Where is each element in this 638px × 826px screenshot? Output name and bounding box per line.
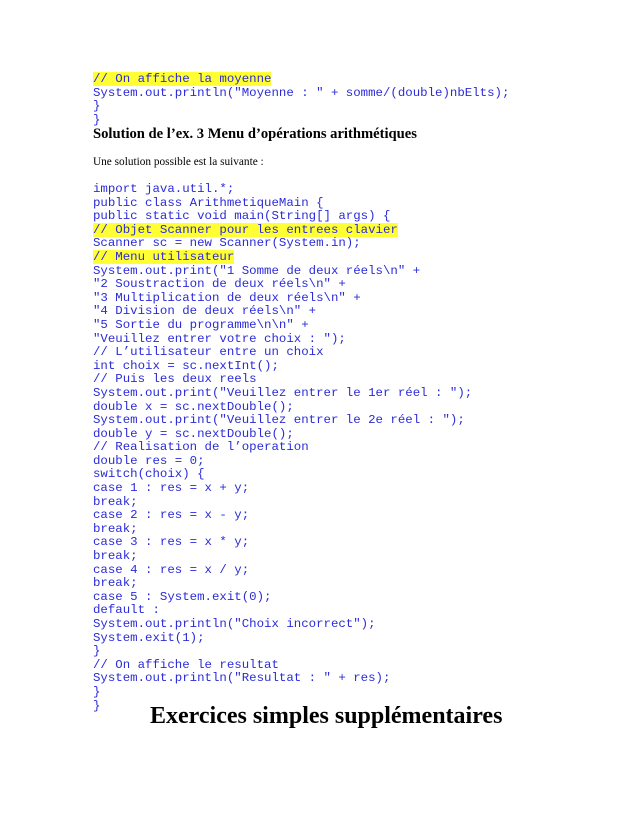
code-line-text: // Menu utilisateur xyxy=(93,249,235,264)
code-line-text: break; xyxy=(93,494,138,509)
code-line-text: "5 Sortie du programme\n\n" + xyxy=(93,317,309,332)
code-line-text: double x = sc.nextDouble(); xyxy=(93,399,294,414)
code-line-text: "3 Multiplication de deux réels\n" + xyxy=(93,290,361,305)
code-line xyxy=(93,373,472,387)
code-line-text: System.out.print("Veuillez entrer le 2e réel : "); xyxy=(93,413,465,428)
code-line-text: // Objet Scanner pour les entrees clavier xyxy=(93,222,398,237)
code-line-text: System.out.print("Veuillez entrer le 1er réel : "); xyxy=(93,385,473,400)
code-line xyxy=(93,210,472,224)
code-line-text: public class ArithmetiqueMain { xyxy=(93,195,324,210)
code-line xyxy=(93,536,472,550)
code-line xyxy=(93,414,472,428)
code-line-text: } xyxy=(93,644,101,659)
code-line-text: default : xyxy=(93,603,160,618)
code-line-text: } xyxy=(93,698,101,713)
code-line-text: int choix = sc.nextInt(); xyxy=(93,358,279,373)
code-line-text: case 3 : res = x * y; xyxy=(93,535,250,550)
code-line xyxy=(93,455,472,469)
code-line-text: // L’utilisateur entre un choix xyxy=(93,345,324,360)
code-line-text: "2 Soustraction de deux réels\n" + xyxy=(93,277,346,292)
code-line xyxy=(93,224,472,238)
code-line xyxy=(93,550,472,564)
code-line xyxy=(93,278,472,292)
code-line xyxy=(93,618,472,632)
code-line xyxy=(93,305,472,319)
code-line xyxy=(93,509,472,523)
code-line xyxy=(93,292,472,306)
code-line xyxy=(93,672,472,686)
code-line-text: } xyxy=(93,684,101,699)
code-line-text: System.out.println("Moyenne : " + somme/(double)nbElts); xyxy=(93,85,510,100)
code-line-text: System.out.println("Resultat : " + res); xyxy=(93,671,391,686)
code-line xyxy=(93,591,472,605)
code-line xyxy=(93,564,472,578)
code-line xyxy=(93,577,472,591)
code-line xyxy=(93,428,472,442)
code-line-text: // On affiche le resultat xyxy=(93,657,279,672)
code-line xyxy=(93,482,472,496)
footer-heading: Exercices simples supplémentaires xyxy=(150,703,503,729)
code-line-text: // On affiche la moyenne xyxy=(93,72,272,86)
code-line xyxy=(93,686,472,700)
code-line xyxy=(93,237,472,251)
code-line xyxy=(93,523,472,537)
code-line-text: double res = 0; xyxy=(93,453,205,468)
code-line xyxy=(93,333,472,347)
code-line-text: break; xyxy=(93,521,138,536)
code-line-text: } xyxy=(93,99,101,114)
code-line-text: System.out.println("Choix incorrect"); xyxy=(93,617,376,631)
code-line xyxy=(93,645,472,659)
code-line xyxy=(93,387,472,401)
code-line xyxy=(93,265,472,279)
code-line-text: // Puis les deux reels xyxy=(93,372,257,387)
code-line xyxy=(93,360,472,374)
code-line xyxy=(93,251,472,265)
code-line xyxy=(93,100,509,114)
code-line xyxy=(93,73,509,87)
code-line-text: double y = sc.nextDouble(); xyxy=(93,426,294,441)
code-block-1 xyxy=(93,73,509,127)
code-line-text: public static void main(String[] args) { xyxy=(93,209,391,224)
code-line-text: } xyxy=(93,112,101,127)
code-line-text: System.out.print("1 Somme de deux réels\n" + xyxy=(93,263,421,278)
code-block-2 xyxy=(93,183,472,713)
code-line-text: case 2 : res = x - y; xyxy=(93,508,250,523)
code-line-text: Scanner sc = new Scanner(System.in); xyxy=(93,236,361,251)
code-line xyxy=(93,659,472,673)
code-line xyxy=(93,197,472,211)
code-line xyxy=(93,183,472,197)
code-line xyxy=(93,632,472,646)
code-line-text: case 5 : System.exit(0); xyxy=(93,589,272,604)
code-line xyxy=(93,401,472,415)
code-line xyxy=(93,346,472,360)
code-line xyxy=(93,319,472,333)
code-line-text: switch(choix) { xyxy=(93,467,205,482)
code-line xyxy=(93,496,472,510)
code-line xyxy=(93,604,472,618)
code-line-text: "4 Division de deux réels\n" + xyxy=(93,304,317,319)
section-heading: Solution de l’ex. 3 Menu d’opérations arithmétiques xyxy=(93,126,417,142)
code-line-text: // Realisation de l’operation xyxy=(93,440,309,455)
code-line-text: break; xyxy=(93,549,138,564)
code-line-text: "Veuillez entrer votre choix : "); xyxy=(93,331,346,346)
code-line xyxy=(93,87,509,101)
code-line-text: case 1 : res = x + y; xyxy=(93,481,250,496)
code-line-text: System.exit(1); xyxy=(93,630,205,645)
code-line-text: case 4 : res = x / y; xyxy=(93,562,250,577)
code-line xyxy=(93,468,472,482)
code-line xyxy=(93,441,472,455)
intro-text: Une solution possible est la suivante : xyxy=(93,156,264,168)
code-line-text: import java.util.*; xyxy=(93,182,235,196)
code-line-text: break; xyxy=(93,576,138,591)
